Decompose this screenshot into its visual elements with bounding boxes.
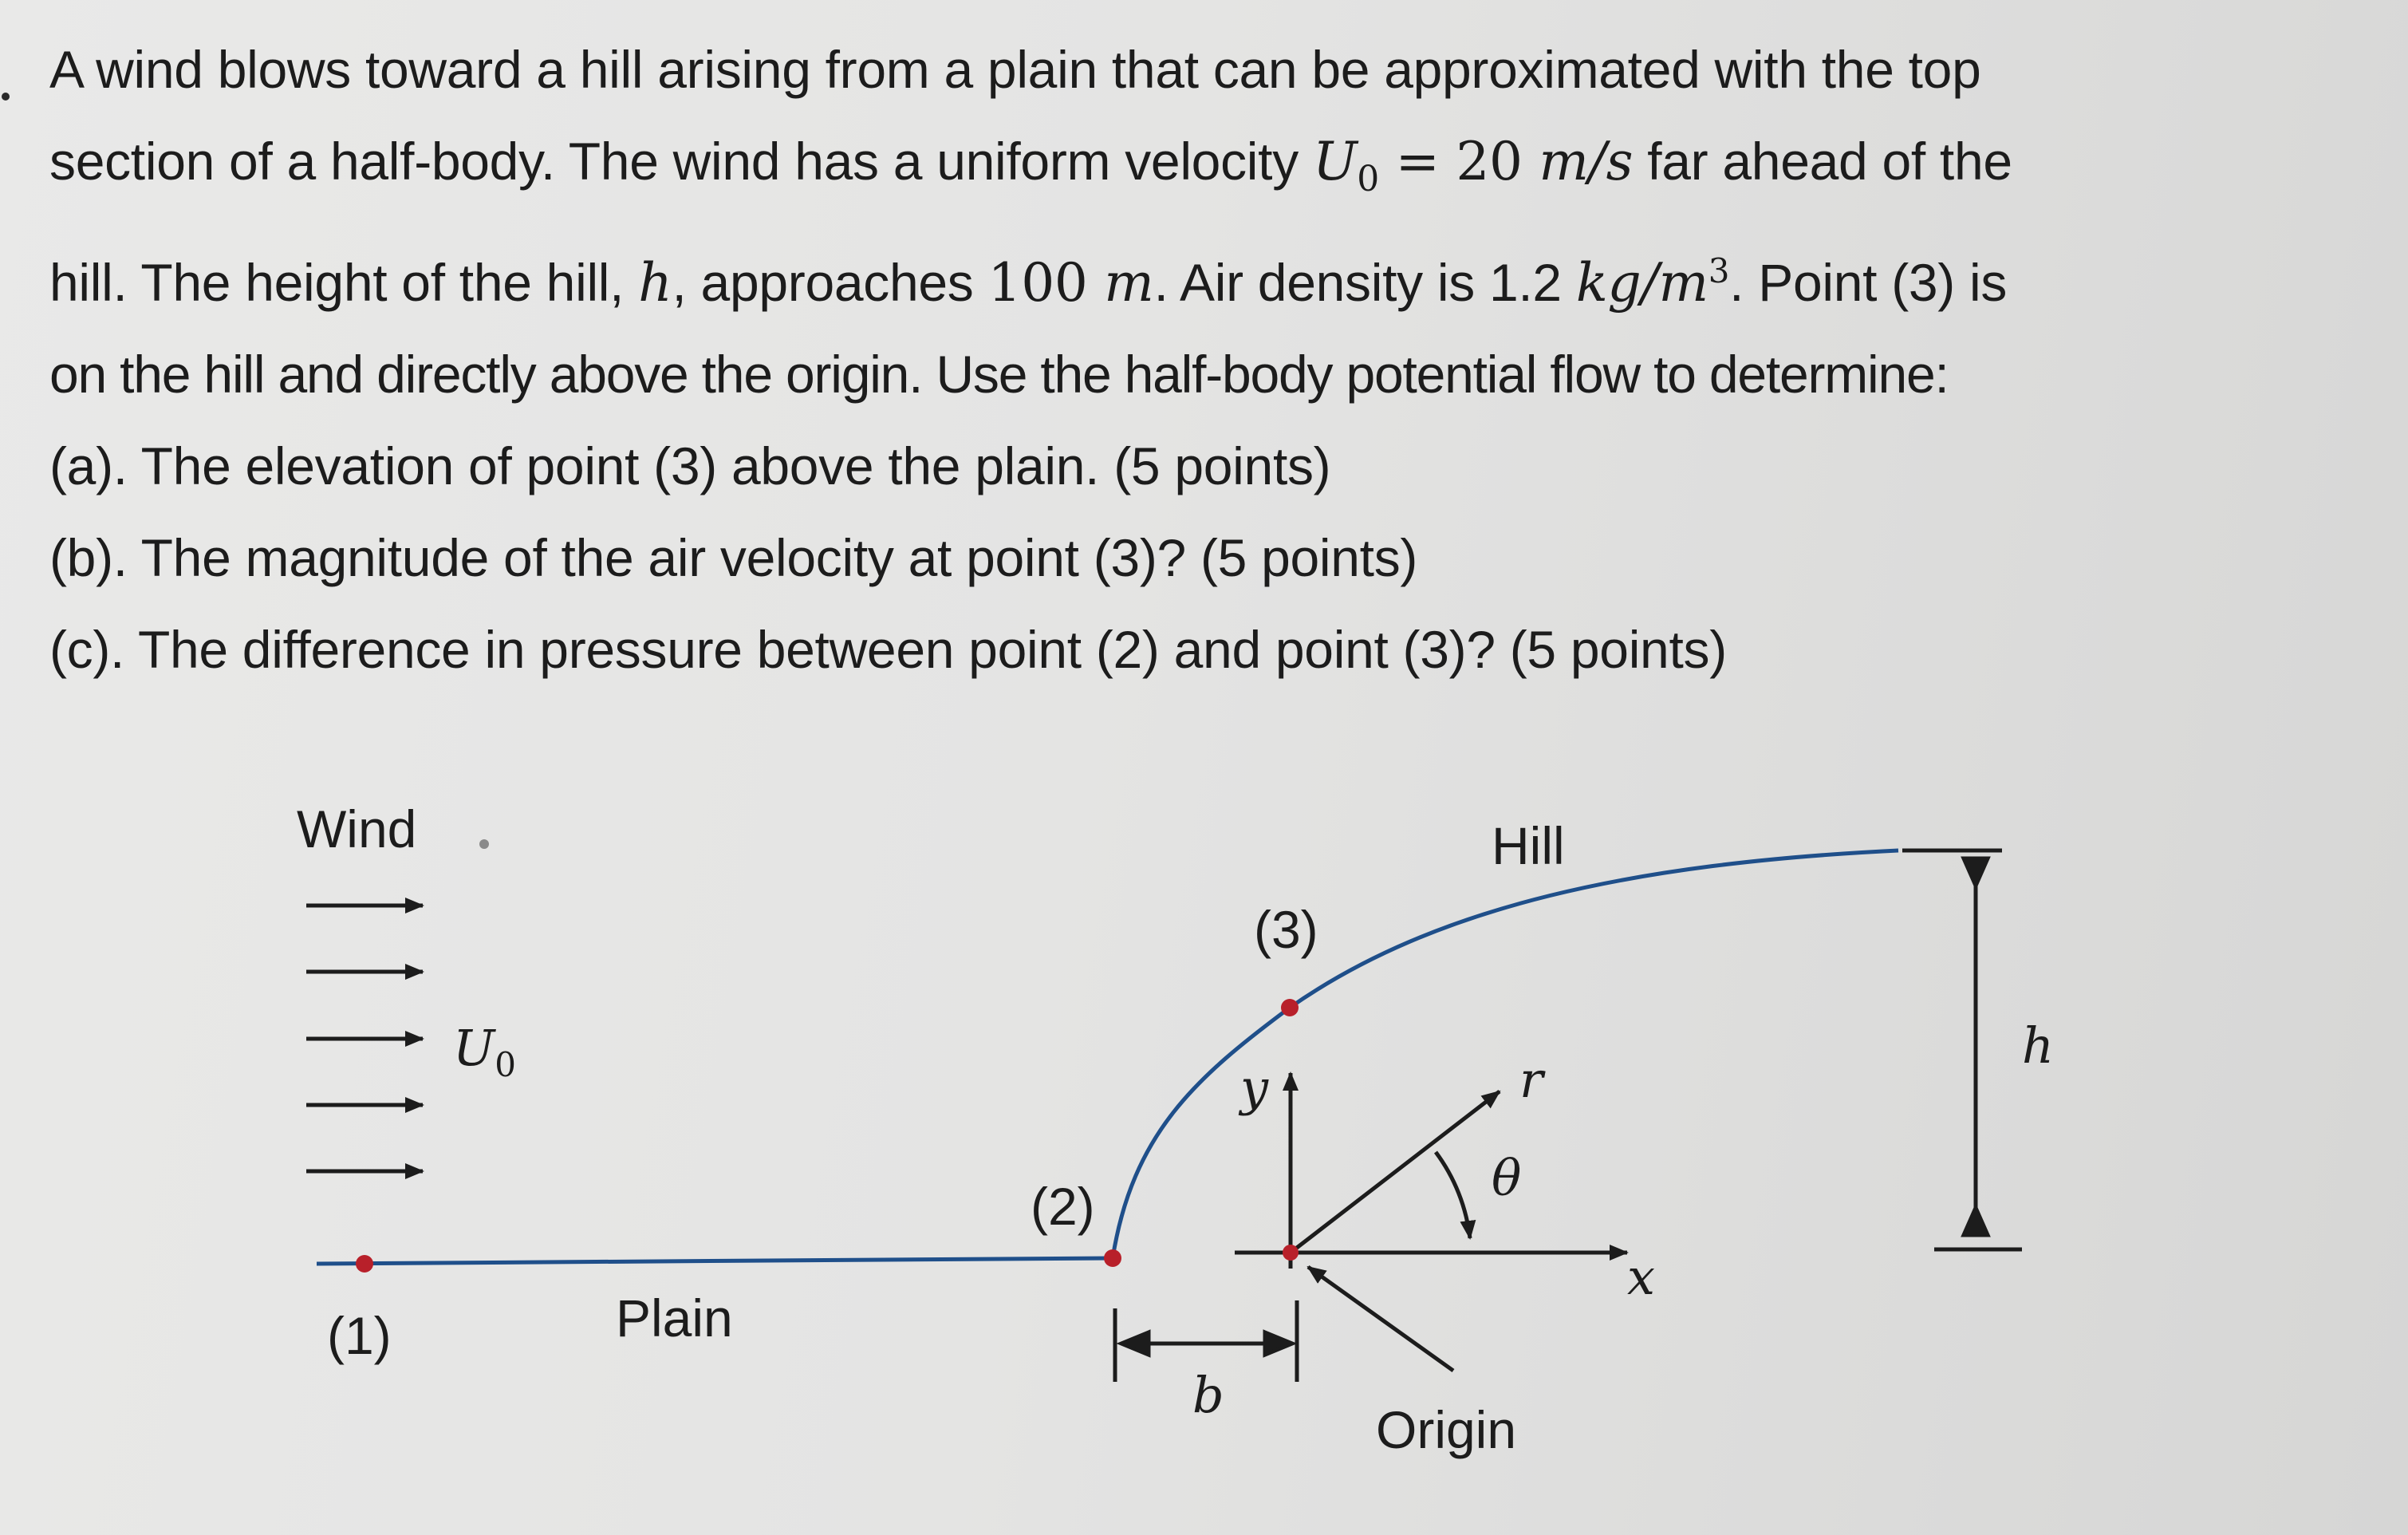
density-unit: kg/m (1575, 252, 1708, 314)
origin-marker (1283, 1245, 1299, 1261)
theta-arc (1436, 1152, 1470, 1238)
velocity-symbol (453, 1019, 516, 1084)
line-3-text-mid2: . Air density is (1153, 253, 1489, 313)
height-arrow-bottom (1964, 1208, 1988, 1235)
part-c-text: (c). The difference in pressure between point (2) and point (3)? (5 points) (49, 620, 1727, 680)
coordinate-axes (1235, 1073, 1627, 1371)
velocity-unit: m/s (1539, 131, 1634, 192)
height-arrow-top (1964, 858, 1988, 886)
point-2-label: (2) (1031, 1177, 1095, 1236)
density-value: 1.2 (1488, 253, 1576, 313)
line-3-text-mid: , approaches (672, 253, 988, 313)
velocity-subscript-inline: 0 (1357, 159, 1379, 200)
velocity-equals: = 20 (1378, 131, 1539, 192)
density-exponent: 3 (1708, 251, 1730, 291)
point-3-label: (3) (1254, 900, 1318, 959)
line-3-text-start: hill. The height of the hill, (49, 253, 639, 313)
point-2-marker (1104, 1249, 1121, 1267)
height-symbol: h (2022, 1016, 2054, 1075)
plain-line (317, 1258, 1113, 1264)
point-3-marker (1281, 999, 1299, 1016)
velocity-symbol-inline: U (1312, 131, 1358, 192)
b-arrow-right (1265, 1332, 1292, 1355)
origin-pointer-arrow (1308, 1267, 1453, 1371)
part-a-text: (a). The elevation of point (3) above the plain. (5 points) (49, 436, 1331, 496)
line-2-text-end: far ahead of the (1633, 132, 2012, 191)
wind-label: Wind (297, 799, 417, 858)
point-1-marker (356, 1255, 373, 1273)
height-symbol-inline: h (638, 252, 672, 314)
point-1-label: (1) (327, 1306, 392, 1365)
theta-label: θ (1492, 1149, 1522, 1207)
b-arrow-left (1121, 1332, 1149, 1355)
height-unit: m (1104, 252, 1154, 314)
velocity-subscript: 0 (495, 1045, 516, 1084)
height-dimension (1902, 850, 2022, 1249)
origin-label: Origin (1376, 1400, 1517, 1459)
y-axis-label: y (1240, 1059, 1269, 1117)
line-1-text: A wind blows toward a hill arising from a plain that can be approximated with the top (49, 40, 1981, 99)
part-b-text: (b). The magnitude of the air velocity at point (3)? (5 points) (49, 528, 1418, 588)
r-label: r (1519, 1051, 1543, 1109)
line-2-text-start: section of a half-body. The wind has a uniform velocity (49, 132, 1313, 191)
hill-label: Hill (1492, 816, 1565, 875)
velocity-symbol-letter: U (453, 1019, 495, 1077)
wind-arrows (306, 906, 423, 1171)
line-3-text-end: . Point (3) is (1729, 253, 2008, 313)
b-label: b (1192, 1366, 1224, 1424)
height-value: 100 (987, 252, 1105, 314)
stray-dot (479, 839, 489, 849)
plain-label: Plain (616, 1288, 733, 1348)
x-axis-label: x (1627, 1248, 1655, 1306)
line-4-text: on the hill and directly above the origin. Use the half-body potential flow to determine: (49, 345, 1949, 404)
